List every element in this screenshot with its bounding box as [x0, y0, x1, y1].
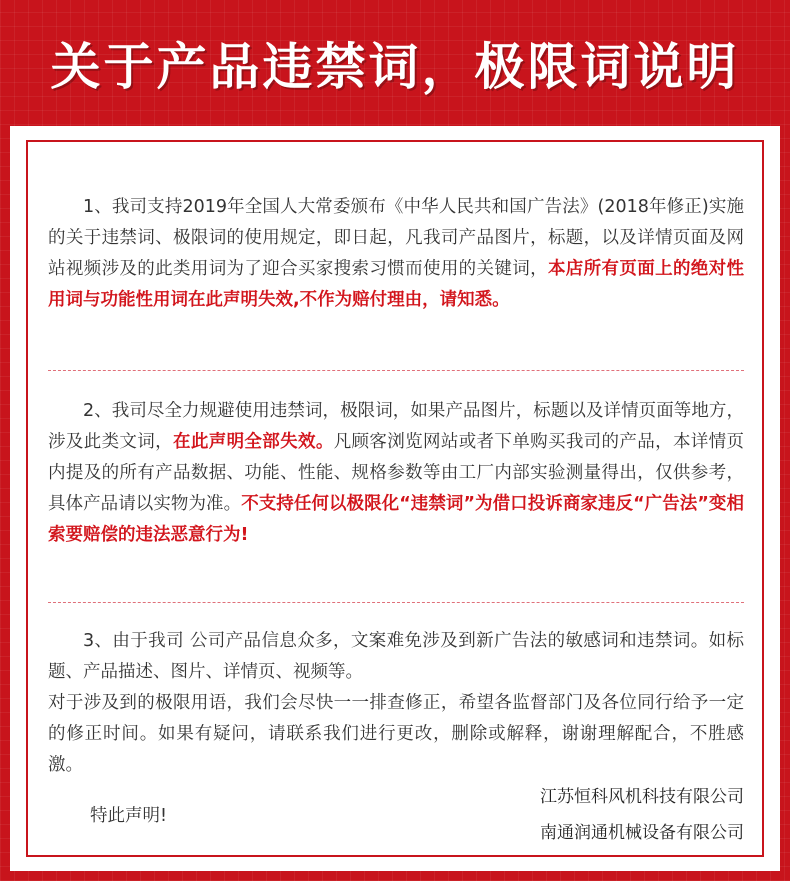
section-2-highlight-b: 不支持任何以极限化“违禁词”为借口投诉商家违反“广告法”变相索要赔偿的违法恶意行为!: [48, 494, 744, 545]
section-2-highlight-a: 在此声明全部失效。: [173, 432, 334, 452]
page-title: 关于产品违禁词，极限词说明: [50, 38, 740, 96]
section-1-paragraph: [48, 192, 744, 316]
notice-card: [10, 126, 780, 871]
section-1-highlight: 本店所有页面上的绝对性用词与功能性用词在此声明失效,不作为赔付理由，请知悉。: [48, 259, 745, 310]
closing-statement: 特此声明!: [90, 806, 168, 826]
section-3-paragraph-b: 对于涉及到的极限用语，我们会尽快一一排查修正，希望各监督部门及各位同行给予一定的修正时间。如果有疑问，请联系我们进行更改，删除或解释，谢谢理解配合，不胜感激。: [48, 693, 744, 775]
divider-1: [48, 370, 744, 371]
company-name-2: 南通润通机械设备有限公司: [540, 823, 744, 843]
section-1-text: 1、我司支持2019年全国人大常委颁布《中华人民共和国广告法》(2018年修正)实施的关于违禁词、极限词的使用规定，即日起，凡我司产品图片，标题，以及详情页面及网站视频涉及的此类用词为了迎合买家搜索习惯而使用的关键词，: [48, 197, 744, 279]
section-2-text-b: 凡顾客浏览网站或者下单购买我司的产品，本详情页内提及的所有产品数据、功能、性能、规格参数等由工厂内部实验测量得出，仅供参考，具体产品请以实物为准。: [48, 432, 745, 514]
section-2: [48, 396, 744, 551]
divider-2: [48, 602, 744, 603]
section-3: [48, 626, 744, 781]
section-2-text-a: 2、我司尽全力规避使用违禁词，极限词，如果产品图片，标题以及详情页面等地方，涉及此类文词，: [48, 401, 744, 452]
header-banner: [0, 0, 790, 126]
section-3-paragraph-a: 3、由于我司 公司产品信息众多，文案难免涉及到新广告法的敏感词和违禁词。如标题、产品描述、图片、详情页、视频等。: [48, 631, 744, 682]
company-name-1: 江苏恒科风机科技有限公司: [540, 787, 744, 807]
section-1: [48, 192, 744, 316]
section-2-paragraph: [48, 396, 744, 551]
